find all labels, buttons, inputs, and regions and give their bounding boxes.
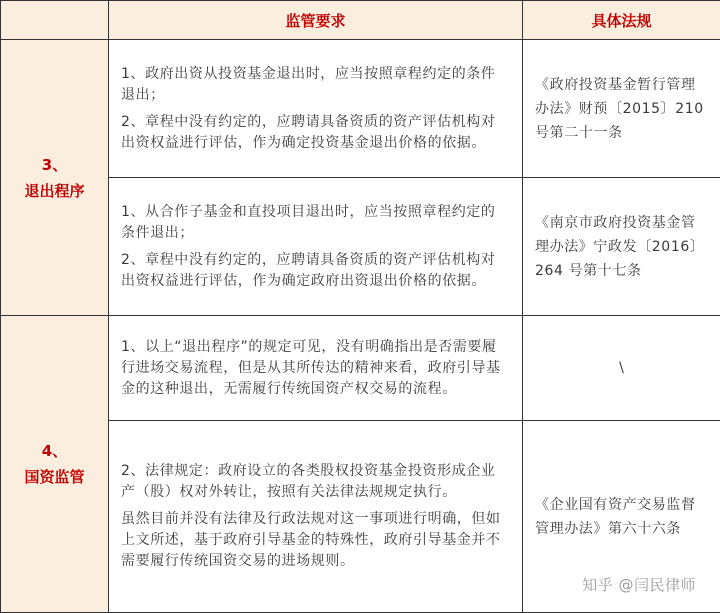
table-row — [1, 316, 720, 421]
requirement-text: 2、章程中没有约定的，应聘请具备资质的资产评估机构对出资权益进行评估，作为确定政府出资退出价格的依据。 — [121, 251, 496, 289]
requirement-cell — [109, 178, 523, 316]
requirement-text: 虽然目前并没有法律及行政法规对这一事项进行明确，但如上文所述，基于政府引导基金的特殊性，政府引导基金并不需要履行传统国资交易的进场规则。 — [121, 511, 501, 569]
regulation-cell: 《南京市政府投资基金管理办法》宁政发〔2016〕264 号第十七条 — [523, 178, 720, 316]
section-number: 3、 — [41, 155, 68, 174]
requirement-text: 2、法律规定：政府设立的各类股权投资基金投资形成企业产（股）权对外转让，按照有关法律法规规定执行。 — [121, 463, 496, 500]
section-number: 4、 — [41, 442, 68, 460]
regulation-cell: 《企业国有资产交易监督管理办法》第六十六条 — [523, 421, 720, 613]
section-label-state-assets — [1, 316, 109, 613]
header-blank — [1, 1, 109, 40]
section-title: 退出程序 — [24, 181, 85, 200]
requirement-cell — [109, 421, 523, 613]
table-row — [1, 40, 720, 178]
section-title: 国资监管 — [24, 468, 85, 486]
table-header-row — [1, 1, 720, 40]
requirement-text: 2、章程中没有约定的，应聘请具备资质的资产评估机构对出资权益进行评估，作为确定投资基金退出价格的依据。 — [121, 113, 496, 151]
regulation-cell-empty: \ — [523, 316, 720, 421]
table-row — [1, 178, 720, 316]
requirement-cell — [109, 40, 523, 178]
requirement-text: 1、政府出资从投资基金退出时，应当按照章程约定的条件退出； — [121, 65, 496, 103]
header-requirements: 监管要求 — [109, 1, 523, 40]
requirement-text: 1、以上“退出程序”的规定可见，没有明确指出是否需要履行进场交易流程，但是从其所传达的精神来看，政府引导基金的这种退出，无需履行传统国资产权交易的流程。 — [121, 338, 501, 397]
section-label-exit — [1, 40, 109, 316]
watermark: 知乎 @闫民律师 — [582, 576, 696, 594]
header-regulations: 具体法规 — [523, 1, 720, 40]
requirement-cell — [109, 316, 523, 421]
requirement-text: 1、从合作子基金和直投项目退出时，应当按照章程约定的条件退出； — [121, 203, 496, 241]
regulation-cell: 《政府投资基金暂行管理办法》财预〔2015〕210 号第二十一条 — [523, 40, 720, 178]
